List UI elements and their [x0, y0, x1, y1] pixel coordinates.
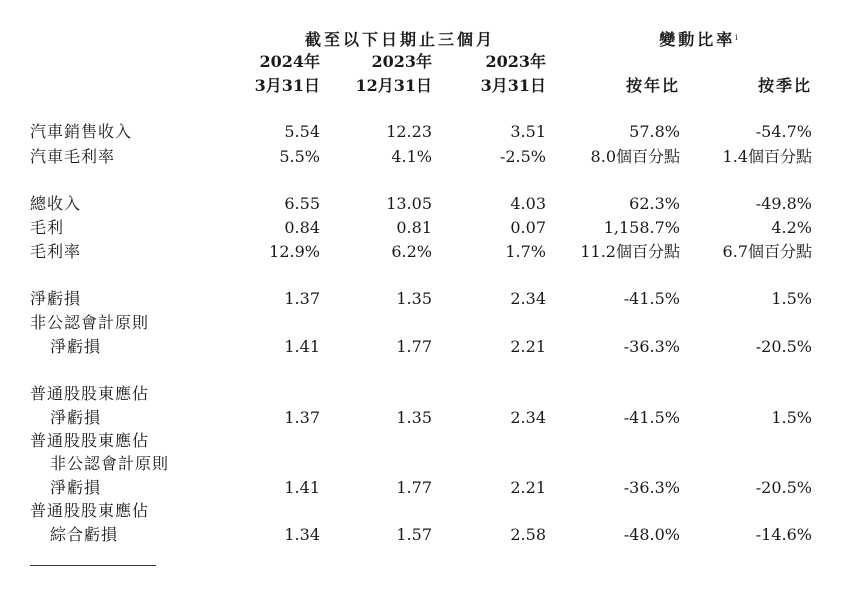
- cell: 6.2%: [391, 242, 432, 261]
- period-header: 截至以下日期止三個月: [304, 30, 495, 49]
- row-label: 汽車毛利率: [30, 147, 116, 166]
- cell: -36.3%: [623, 337, 680, 356]
- row-label: 毛利: [30, 218, 65, 237]
- cell: 1.77: [396, 337, 432, 356]
- cell: 2.21: [510, 478, 546, 497]
- col3-date: 3月31日: [480, 76, 546, 95]
- cell: 1,158.7%: [603, 218, 680, 237]
- cell: -41.5%: [623, 289, 680, 308]
- cell: -41.5%: [623, 408, 680, 427]
- table-row: [0, 288, 864, 310]
- table-row: [0, 453, 864, 475]
- cell: 4.2%: [771, 218, 812, 237]
- row-label: 淨虧損: [30, 289, 82, 308]
- row-label: 毛利率: [30, 242, 82, 261]
- table-row: [0, 407, 864, 429]
- cell: 57.8%: [629, 122, 680, 141]
- cell: 2.21: [510, 337, 546, 356]
- cell: 1.5%: [771, 289, 812, 308]
- table-row: [0, 146, 864, 168]
- table-row: [0, 430, 864, 452]
- cell: 1.41: [284, 337, 320, 356]
- table-row: [0, 217, 864, 239]
- col3-year: 2023年: [485, 52, 546, 71]
- table-row: [0, 336, 864, 358]
- cell: 1.37: [284, 408, 320, 427]
- cell: 4.03: [510, 194, 546, 213]
- cell: -49.8%: [755, 194, 812, 213]
- cell: 12.9%: [269, 242, 320, 261]
- table-row: [0, 383, 864, 405]
- cell: 5.5%: [279, 147, 320, 166]
- table-row: [0, 193, 864, 215]
- row-label: 汽車銷售收入: [30, 122, 133, 141]
- row-label: 普通股股東應佔: [30, 431, 150, 450]
- row-label: 普通股股東應佔: [30, 501, 150, 520]
- cell: -48.0%: [623, 525, 680, 544]
- change-header-label: 變動比率: [659, 30, 736, 49]
- cell: 2.34: [510, 408, 546, 427]
- col1-date: 3月31日: [254, 76, 320, 95]
- cell: 6.55: [284, 194, 320, 213]
- row-label: 淨虧損: [50, 408, 102, 427]
- cell: 62.3%: [629, 194, 680, 213]
- cell: 13.05: [386, 194, 432, 213]
- cell: 8.0個百分點: [590, 147, 680, 166]
- cell: 1.57: [396, 525, 432, 544]
- cell: 11.2個百分點: [580, 242, 680, 261]
- col2-date: 12月31日: [355, 76, 432, 95]
- table-row: [0, 312, 864, 334]
- cell: 1.35: [396, 408, 432, 427]
- change-header: [600, 30, 800, 50]
- cell: -54.7%: [755, 122, 812, 141]
- cell: 3.51: [510, 122, 546, 141]
- change-header-note: i: [735, 33, 741, 42]
- cell: 1.35: [396, 289, 432, 308]
- qoq-header: 按季比: [757, 76, 812, 95]
- row-label: 非公認會計原則: [50, 454, 170, 473]
- cell: -2.5%: [499, 147, 546, 166]
- cell: -14.6%: [755, 525, 812, 544]
- table-row: [0, 477, 864, 499]
- row-label: 綜合虧損: [50, 525, 119, 544]
- cell: 2.34: [510, 289, 546, 308]
- table-row: [0, 241, 864, 263]
- cell: 1.34: [284, 525, 320, 544]
- cell: 1.4個百分點: [722, 147, 812, 166]
- cell: 4.1%: [391, 147, 432, 166]
- row-label: 淨虧損: [50, 337, 102, 356]
- cell: 12.23: [386, 122, 432, 141]
- cell: 6.7個百分點: [722, 242, 812, 261]
- col1-year: 2024年: [259, 52, 320, 71]
- table-row: [0, 121, 864, 143]
- col2-year: 2023年: [371, 52, 432, 71]
- cell: 1.41: [284, 478, 320, 497]
- cell: 1.7%: [505, 242, 546, 261]
- row-label: 淨虧損: [50, 478, 102, 497]
- table-row: [0, 524, 864, 546]
- cell: 5.54: [284, 122, 320, 141]
- cell: 1.77: [396, 478, 432, 497]
- cell: 1.37: [284, 289, 320, 308]
- table-row: [0, 500, 864, 522]
- yoy-header: 按年比: [625, 76, 680, 95]
- cell: 0.84: [284, 218, 320, 237]
- cell: 2.58: [510, 525, 546, 544]
- footnote-divider: [30, 565, 156, 566]
- row-label: 普通股股東應佔: [30, 384, 150, 403]
- row-label: 非公認會計原則: [30, 313, 150, 332]
- cell: 0.81: [396, 218, 432, 237]
- cell: -20.5%: [755, 478, 812, 497]
- cell: 0.07: [510, 218, 546, 237]
- cell: -36.3%: [623, 478, 680, 497]
- cell: -20.5%: [755, 337, 812, 356]
- cell: 1.5%: [771, 408, 812, 427]
- row-label: 總收入: [30, 194, 82, 213]
